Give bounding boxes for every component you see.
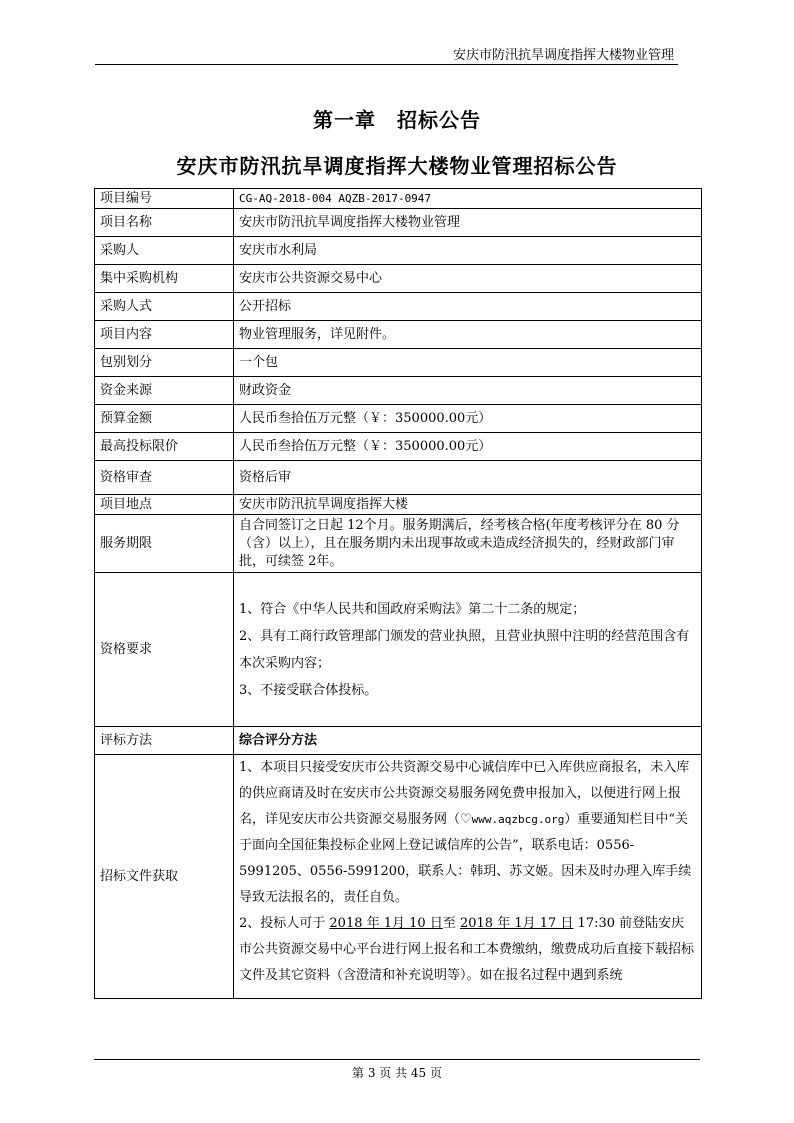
value-project-no: CG-AQ-2018-004 AQZB-2017-0947 bbox=[234, 189, 702, 209]
row-method bbox=[95, 293, 702, 321]
requirement-item-2: 2、具有工商行政管理部门颁发的营业执照，且营业执照中注明的经营范围含有本次采购内容； bbox=[239, 628, 690, 671]
value-doc-obtain bbox=[234, 755, 702, 999]
heart-icon: ♡ bbox=[460, 812, 472, 827]
row-project-no bbox=[95, 189, 702, 209]
row-budget bbox=[95, 405, 702, 433]
value-location: 安庆市防汛抗旱调度指挥大楼 bbox=[234, 495, 702, 515]
value-method: 公开招标 bbox=[234, 293, 702, 321]
value-qual-review: 资格后审 bbox=[234, 461, 702, 495]
row-doc-obtain bbox=[95, 755, 702, 999]
row-qual-review bbox=[95, 461, 702, 495]
start-date: 2018 年 1月 10 日 bbox=[329, 916, 443, 931]
row-agency bbox=[95, 265, 702, 293]
requirement-item-3: 3、不接受联合体投标。 bbox=[239, 682, 378, 698]
label-funding: 资金来源 bbox=[95, 377, 234, 405]
chapter-title: 第一章 招标公告 bbox=[313, 108, 481, 132]
document-title: 安庆市防汛抗旱调度指挥大楼物业管理招标公告 bbox=[176, 154, 618, 178]
value-max-price: 人民币叁拾伍万元整（￥：350000.00元） bbox=[234, 433, 702, 461]
doc-obtain-para-2-text: 2、投标人可于 bbox=[239, 916, 330, 931]
label-agency: 集中采购机构 bbox=[95, 265, 234, 293]
label-purchaser: 采购人 bbox=[95, 237, 234, 265]
row-max-price bbox=[95, 433, 702, 461]
doc-obtain-para-1 bbox=[239, 755, 696, 911]
label-project-name: 项目名称 bbox=[95, 209, 234, 237]
page-number: 第 3 页 共 45 页 bbox=[352, 1066, 442, 1080]
label-max-price: 最高投标限价 bbox=[95, 433, 234, 461]
announcement-table bbox=[94, 188, 702, 999]
row-content bbox=[95, 321, 702, 349]
value-lots: 一个包 bbox=[234, 349, 702, 377]
value-service-period: 自合同签订之日起 12个月。服务期满后，经考核合格(年度考核评分在 80 分（含）以上），且在服务期内未出现事故或未造成经济损失的，经财政部门审批，可续签 2年。 bbox=[234, 515, 702, 573]
row-location bbox=[95, 495, 702, 515]
label-project-no: 项目编号 bbox=[95, 189, 234, 209]
header-rule bbox=[95, 64, 678, 65]
row-evaluation bbox=[95, 727, 702, 755]
label-content: 项目内容 bbox=[95, 321, 234, 349]
doc-obtain-para-2-mid: 至 bbox=[442, 916, 460, 931]
value-purchaser: 安庆市水利局 bbox=[234, 237, 702, 265]
footer-rule bbox=[94, 1059, 700, 1060]
value-content: 物业管理服务，详见附件。 bbox=[234, 321, 702, 349]
row-requirements bbox=[95, 573, 702, 727]
value-evaluation: 综合评分方法 bbox=[234, 727, 702, 755]
page-header: 安庆市防汛抗旱调度指挥大楼物业管理 bbox=[452, 48, 674, 63]
label-requirements: 资格要求 bbox=[95, 573, 234, 727]
label-method: 采购人式 bbox=[95, 293, 234, 321]
value-agency: 安庆市公共资源交易中心 bbox=[234, 265, 702, 293]
row-purchaser bbox=[95, 237, 702, 265]
doc-obtain-para-1-text-b: ）重要通知栏目中“关于面向全国征集投标企业网上登记诚信库的公告”，联系电话：0556-5991205、0556-5991200，联系人：韩玥、苏文姬。因未及时办理入库手续导致无法报名的，责任自负。 bbox=[239, 812, 692, 905]
label-lots: 包别划分 bbox=[95, 349, 234, 377]
row-service-period bbox=[95, 515, 702, 573]
doc-obtain-para-2 bbox=[239, 911, 696, 989]
row-funding bbox=[95, 377, 702, 405]
doc-obtain-para-2-text-b: 17:30 前登陆安庆市公共资源交易中心平台进行网上报名和工本费缴纳，缴费成功后直接下载招标文件及其它资料（含澄清和补充说明等）。如在报名过程中遇到系统 bbox=[239, 916, 695, 983]
doc-obtain-para-1-text: 1、本项目只接受安庆市公共资源交易中心诚信库中已入库供应商报名，未入库的供应商请及时在安庆市公共资源交易服务网免费申报加入，以便进行网上报名，详见安庆市公共资源交易服务网（ bbox=[239, 760, 690, 827]
end-date: 2018 年 1月 17 日 bbox=[459, 916, 574, 931]
value-funding: 财政资金 bbox=[234, 377, 702, 405]
label-location: 项目地点 bbox=[95, 495, 234, 515]
label-doc-obtain: 招标文件获取 bbox=[95, 755, 234, 999]
value-budget: 人民币叁拾伍万元整（￥：350000.00元） bbox=[234, 405, 702, 433]
label-service-period: 服务期限 bbox=[95, 515, 234, 573]
label-evaluation: 评标方法 bbox=[95, 727, 234, 755]
row-lots bbox=[95, 349, 702, 377]
value-requirements bbox=[234, 573, 702, 727]
website-link[interactable]: www.aqzbcg.org bbox=[471, 813, 565, 826]
value-project-name: 安庆市防汛抗旱调度指挥大楼物业管理 bbox=[234, 209, 702, 237]
requirement-item-1: 1、符合《中华人民共和国政府采购法》第二十二条的规定； bbox=[239, 601, 586, 617]
label-qual-review: 资格审查 bbox=[95, 461, 234, 495]
label-budget: 预算金额 bbox=[95, 405, 234, 433]
row-project-name bbox=[95, 209, 702, 237]
